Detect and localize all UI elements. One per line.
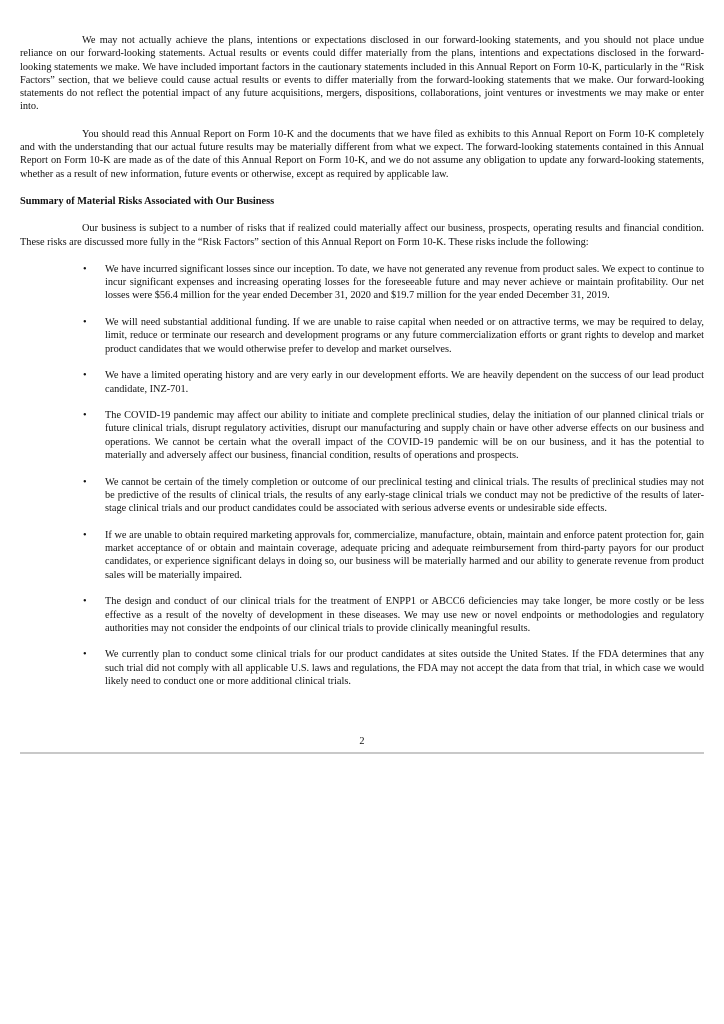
page-number: 2 <box>359 736 365 747</box>
bullet-icon: • <box>83 596 87 608</box>
document-page <box>20 34 704 702</box>
risk-bullet-text: The design and conduct of our clinical trials for the treatment of ENPP1 or ABCC6 deficiencies may take longer, be more costly or be less effective as a result of the novelty of development in these diseases. We may use new or novel endpoints or methodologies and regulatory authorities may not consider the endpoints of our clinical trials to provide clinically meaningful results. <box>105 596 704 634</box>
section-intro-paragraph: Our business is subject to a number of risks that if realized could materially affect our business, prospects, operating results and financial condition. These risks are discussed more fully in the “Risk Factors” section of this Annual Report on Form 10-K. These risks include the following: <box>20 223 704 248</box>
bullet-icon: • <box>83 317 87 329</box>
risk-bullet-text: We currently plan to conduct some clinical trials for our product candidates at sites outside the United States. If the FDA determines that any such trial did not comply with all applicable U.S. laws and regulations, the FDA may not accept the data from that trial, in which case we would likely need to conduct one or more additional clinical trials. <box>105 649 704 688</box>
risk-bullet-list <box>20 263 704 689</box>
risk-bullet-item <box>20 263 704 303</box>
risk-bullet-item <box>20 369 704 396</box>
section-heading: Summary of Material Risks Associated with Our Business <box>20 195 275 207</box>
risk-bullet-item <box>20 595 704 635</box>
risk-bullet-text: The COVID-19 pandemic may affect our ability to initiate and complete preclinical studies, delay the initiation of our planned clinical trials or future clinical trials, disrupt regulatory activities, disrupt our manufacturing and supply chain or have other adverse effects on our business and operations. We cannot be certain what the overall impact of the COVID-19 pandemic will be on our business, and it has the potential to materially and adversely affect our business, financial condition, results of operations and prospects. <box>105 410 704 462</box>
bullet-icon: • <box>83 263 87 275</box>
risk-bullet-text: We cannot be certain of the timely completion or outcome of our preclinical testing and clinical trials. The results of preclinical studies may not be predictive of the results of clinical trials, the results of any early-stage clinical trials we conduct may not be predictive of the results of later-stage clinical trials and our product candidates could be associated with serious adverse events or undesirable side effects. <box>105 476 704 515</box>
risk-bullet-text: We have incurred significant losses since our inception. To date, we have not generated any revenue from product sales. We expect to continue to incur significant expenses and increasing operating losses for the foreseeable future and may never achieve or maintain profitability. Our net losses were $56.4 million for the year ended December 31, 2020 and $19.7 million for the year ended December 31, 2019. <box>105 263 704 302</box>
bullet-icon: • <box>83 370 87 382</box>
bullet-icon: • <box>83 410 87 422</box>
risk-bullet-item <box>20 529 704 582</box>
paragraph-forward-looking-reliance: We may not actually achieve the plans, intentions or expectations disclosed in our forward-looking statements, and you should not place undue reliance on our forward-looking statements. Actual results or events could differ materially from the plans, intentions and expectations disclosed in the forward-looking statements we make. We have included important factors in the cautionary statements included in this Annual Report on Form 10-K, particularly in the “Risk Factors” section, that we believe could cause actual results or events to differ materially from the forward-looking statements that we make. Our forward-looking statements do not reflect the potential impact of any future acquisitions, mergers, dispositions, collaborations, joint ventures or investments we may make or enter into. <box>20 35 704 113</box>
risk-bullet-text: We will need substantial additional funding. If we are unable to raise capital when needed or on attractive terms, we may be required to delay, limit, reduce or terminate our research and development programs or any future commercialization efforts or grant rights to develop and market product candidates that we would otherwise prefer to develop and market ourselves. <box>105 317 704 355</box>
bullet-icon: • <box>83 649 87 661</box>
risk-bullet-text: If we are unable to obtain required marketing approvals for, commercialize, manufacture, obtain, maintain and enforce patent protection for, gain market acceptance of or obtain and maintain coverage, adequate pricing and adequate reimbursement from third-party payors for our product candidates, or experience significant delays in doing so, our business will be materially harmed and our ability to generate revenue from product sales will be materially impaired. <box>105 529 704 581</box>
page-divider <box>20 752 704 754</box>
bullet-icon: • <box>83 476 87 488</box>
risk-bullet-item <box>20 648 704 688</box>
risk-bullet-text: We have a limited operating history and are very early in our development efforts. We are heavily dependent on the success of our lead product candidate, INZ-701. <box>105 370 704 395</box>
paragraph-read-annual-report: You should read this Annual Report on Form 10-K and the documents that we have filed as exhibits to this Annual Report on Form 10-K completely and with the understanding that our actual future results may be materially different from what we expect. The forward-looking statements contained in this Annual Report on Form 10-K are made as of the date of this Annual Report on Form 10-K, and we do not assume any obligation to update any forward-looking statements, whether as a result of new information, future events or otherwise, except as required by applicable law. <box>20 128 704 180</box>
risk-bullet-item <box>20 316 704 356</box>
risk-bullet-item <box>20 409 704 462</box>
risk-bullet-item <box>20 476 704 516</box>
bullet-icon: • <box>83 529 87 541</box>
